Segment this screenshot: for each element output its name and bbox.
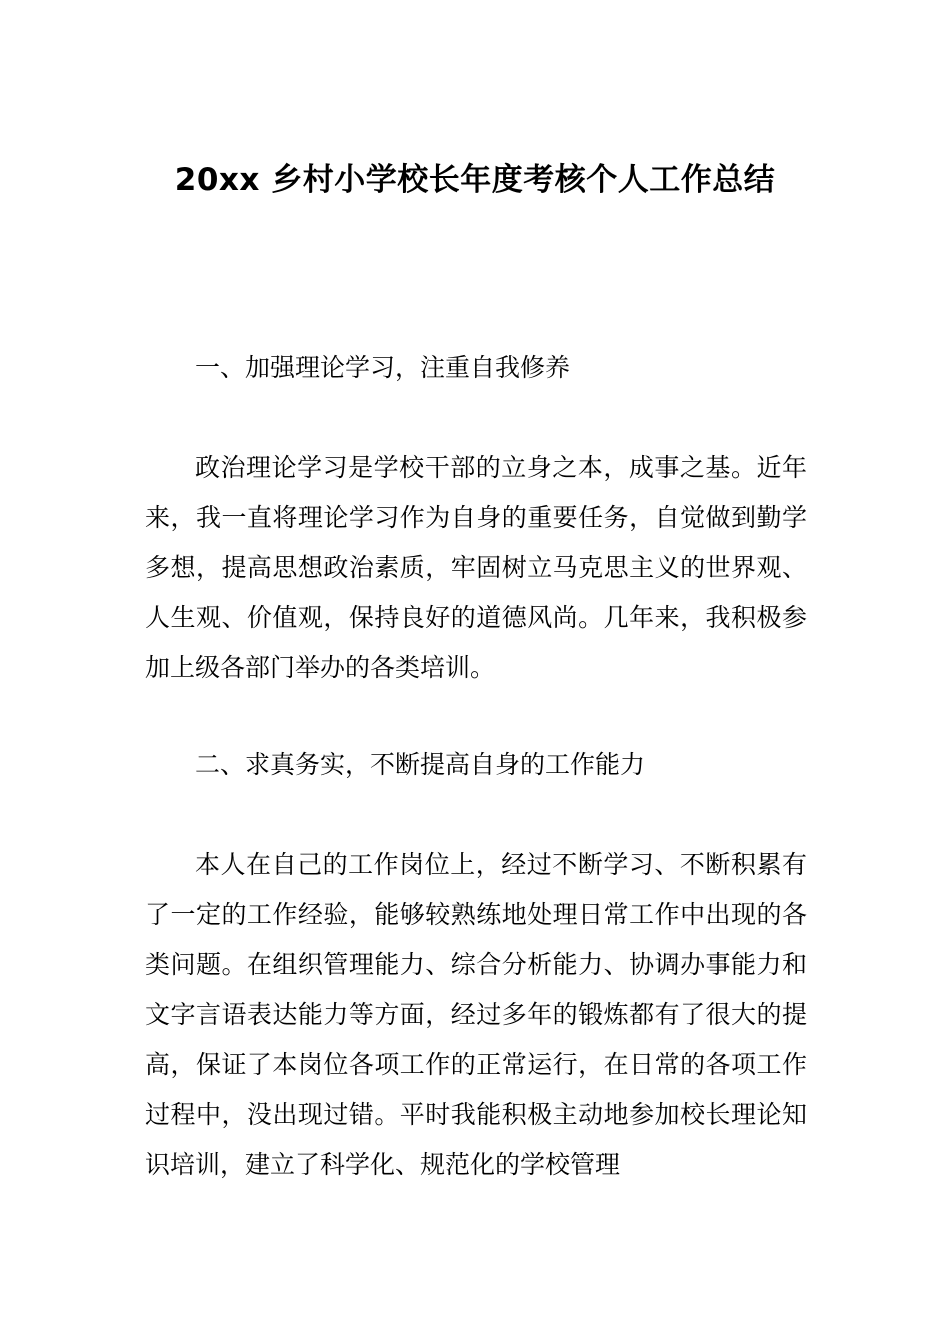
document-title: 20xx 乡村小学校长年度考核个人工作总结 <box>174 162 776 198</box>
section-paragraph-2: 本人在自己的工作岗位上，经过不断学习、不断积累有了一定的工作经验，能够较熟练地处理日常工作中出现的各类问题。在组织管理能力、综合分析能力、协调办事能力和文字言语表达能力等方面，经过多年的锻炼都有了很大的提高，保证了本岗位各项工作的正常运行，在日常的各项工作过程中，没出现过错。平时我能积极主动地参加校长理论知识培训，建立了科学化、规范化的学校管理 <box>145 850 807 1179</box>
section-heading-1: 一、加强理论学习，注重自我修养 <box>195 353 571 382</box>
section-heading-2: 二、求真务实，不断提高自身的工作能力 <box>195 750 646 779</box>
section-paragraph-1: 政治理论学习是学校干部的立身之本，成事之基。近年来，我一直将理论学习作为自身的重要任务，自觉做到勤学多想，提高思想政治素质，牢固树立马克思主义的世界观、人生观、价值观，保持良好的道德风尚。几年来，我积极参加上级各部门举办的各类培训。 <box>145 453 807 682</box>
